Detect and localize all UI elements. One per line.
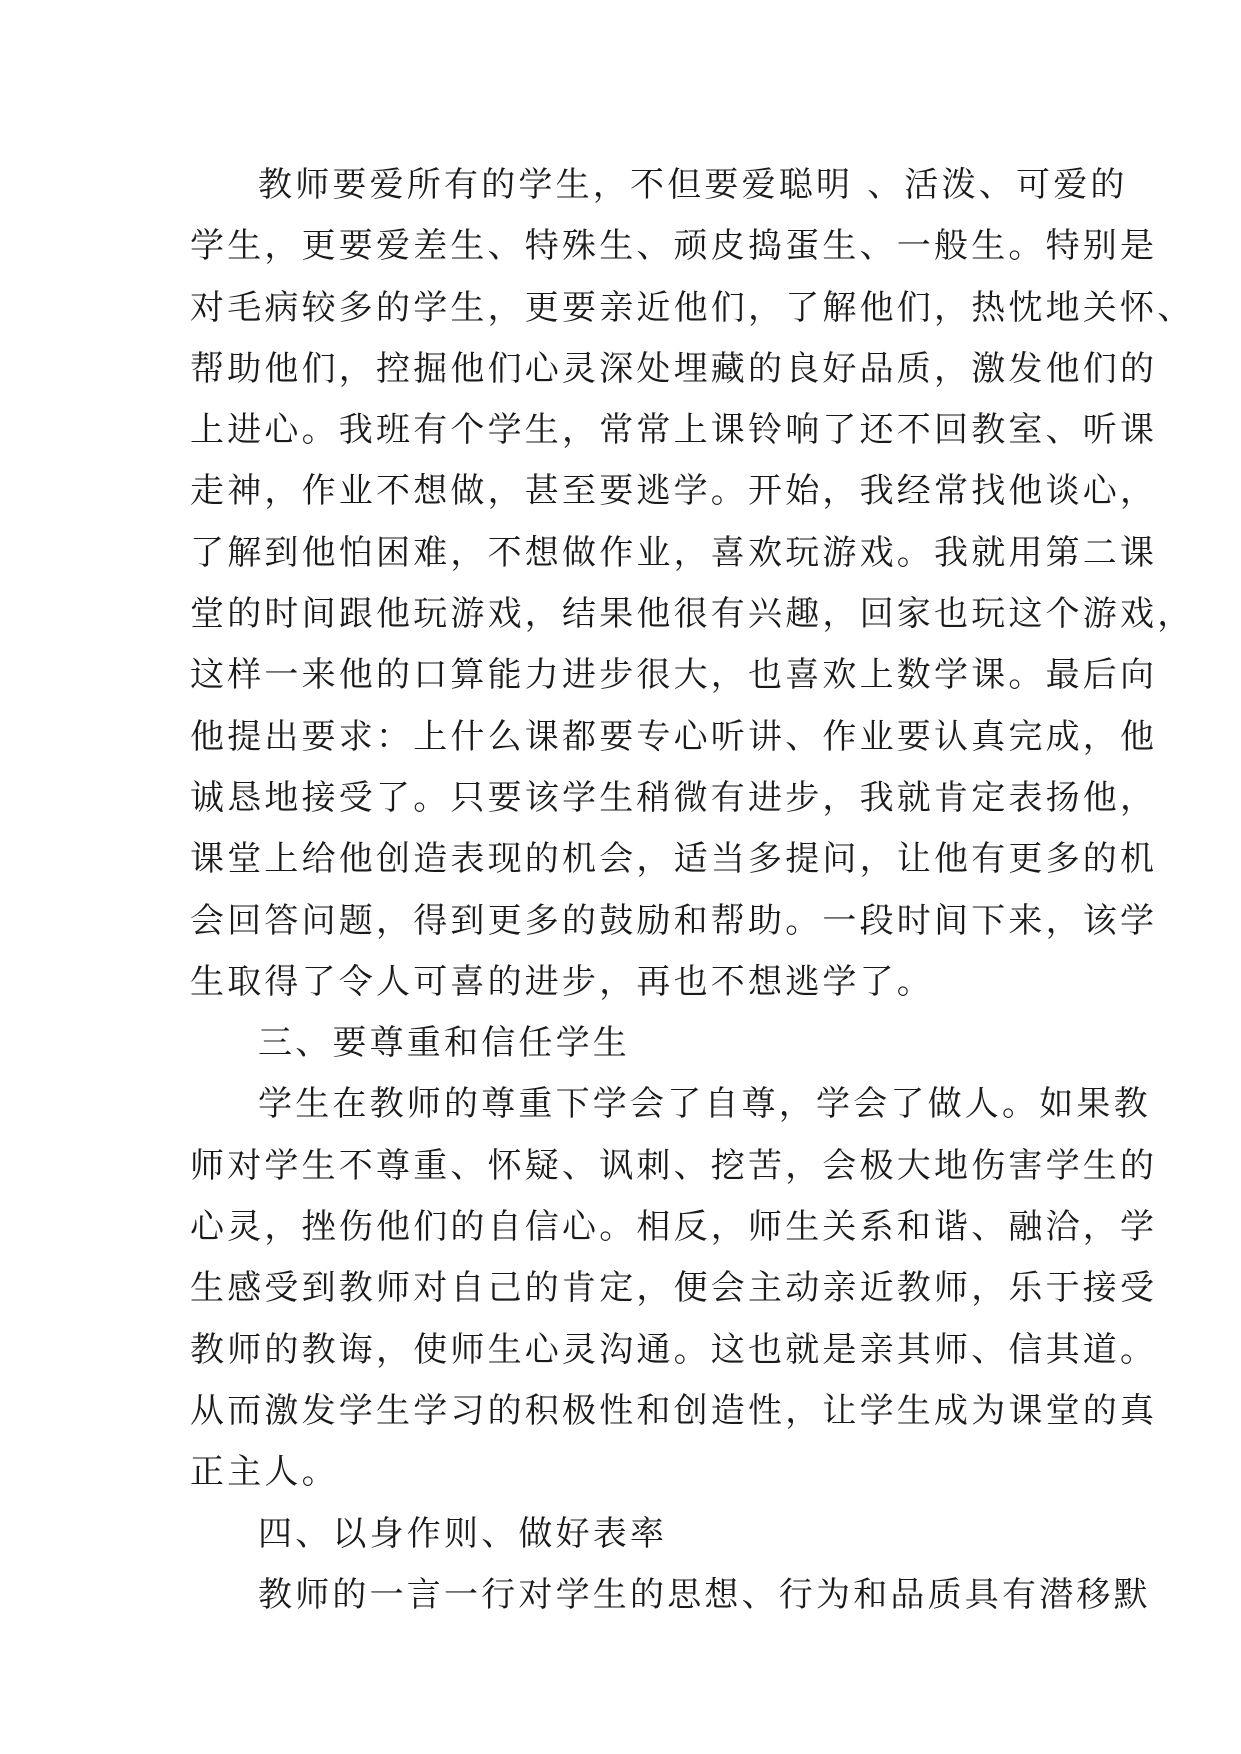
text-line: 学生，更要爱差生、特殊生、顽皮捣蛋生、一般生。特别是 <box>190 226 1158 267</box>
text-line: 教师的教诲，使师生心灵沟通。这也就是亲其师、信其道。 <box>190 1329 1158 1370</box>
text-line: 走神，作业不想做，甚至要逃学。开始，我经常找他谈心， <box>190 471 1158 512</box>
text-line: 课堂上给他创造表现的机会，适当多提问，让他有更多的机 <box>190 839 1158 880</box>
text-line: 学生在教师的尊重下学会了自尊，学会了做人。如果教 <box>258 1084 1151 1125</box>
text-line: 教师的一言一行对学生的思想、行为和品质具有潜移默 <box>258 1574 1151 1615</box>
text-line: 堂的时间跟他玩游戏，结果他很有兴趣，回家也玩这个游戏， <box>190 594 1195 635</box>
text-line: 三、要尊重和信任学生 <box>258 1023 630 1064</box>
text-line: 对毛病较多的学生，更要亲近他们，了解他们，热忱地关怀、 <box>190 287 1195 328</box>
text-line: 生感受到教师对自己的肯定，便会主动亲近教师，乐于接受 <box>190 1268 1158 1309</box>
text-line: 四、以身作则、做好表率 <box>258 1513 668 1554</box>
text-line: 从而激发学生学习的积极性和创造性，让学生成为课堂的真 <box>190 1390 1158 1431</box>
text-line: 这样一来他的口算能力进步很大，也喜欢上数学课。最后向 <box>190 655 1158 696</box>
text-line: 会回答问题，得到更多的鼓励和帮助。一段时间下来，该学 <box>190 900 1158 941</box>
text-line: 教师要爱所有的学生，不但要爱聪明 、活泼、可爱的 <box>258 165 1128 205</box>
text-line: 了解到他怕困难，不想做作业，喜欢玩游戏。我就用第二课 <box>190 532 1158 573</box>
text-line: 师对学生不尊重、怀疑、讽刺、挖苦，会极大地伤害学生的 <box>190 1145 1158 1186</box>
text-line: 上进心。我班有个学生，常常上课铃响了还不回教室、听课 <box>190 410 1158 451</box>
text-line: 心灵，挫伤他们的自信心。相反，师生关系和谐、融洽，学 <box>190 1207 1158 1248</box>
text-line: 他提出要求：上什么课都要专心听讲、作业要认真完成，他 <box>190 716 1158 757</box>
text-line: 帮助他们，控掘他们心灵深处埋藏的良好品质，激发他们的 <box>190 348 1158 389</box>
text-line: 正主人。 <box>190 1452 339 1493</box>
text-line: 诚恳地接受了。只要该学生稍微有进步，我就肯定表扬他， <box>190 777 1158 818</box>
document-page <box>190 155 1195 1626</box>
text-line: 生取得了令人可喜的进步，再也不想逃学了。 <box>190 961 934 1002</box>
